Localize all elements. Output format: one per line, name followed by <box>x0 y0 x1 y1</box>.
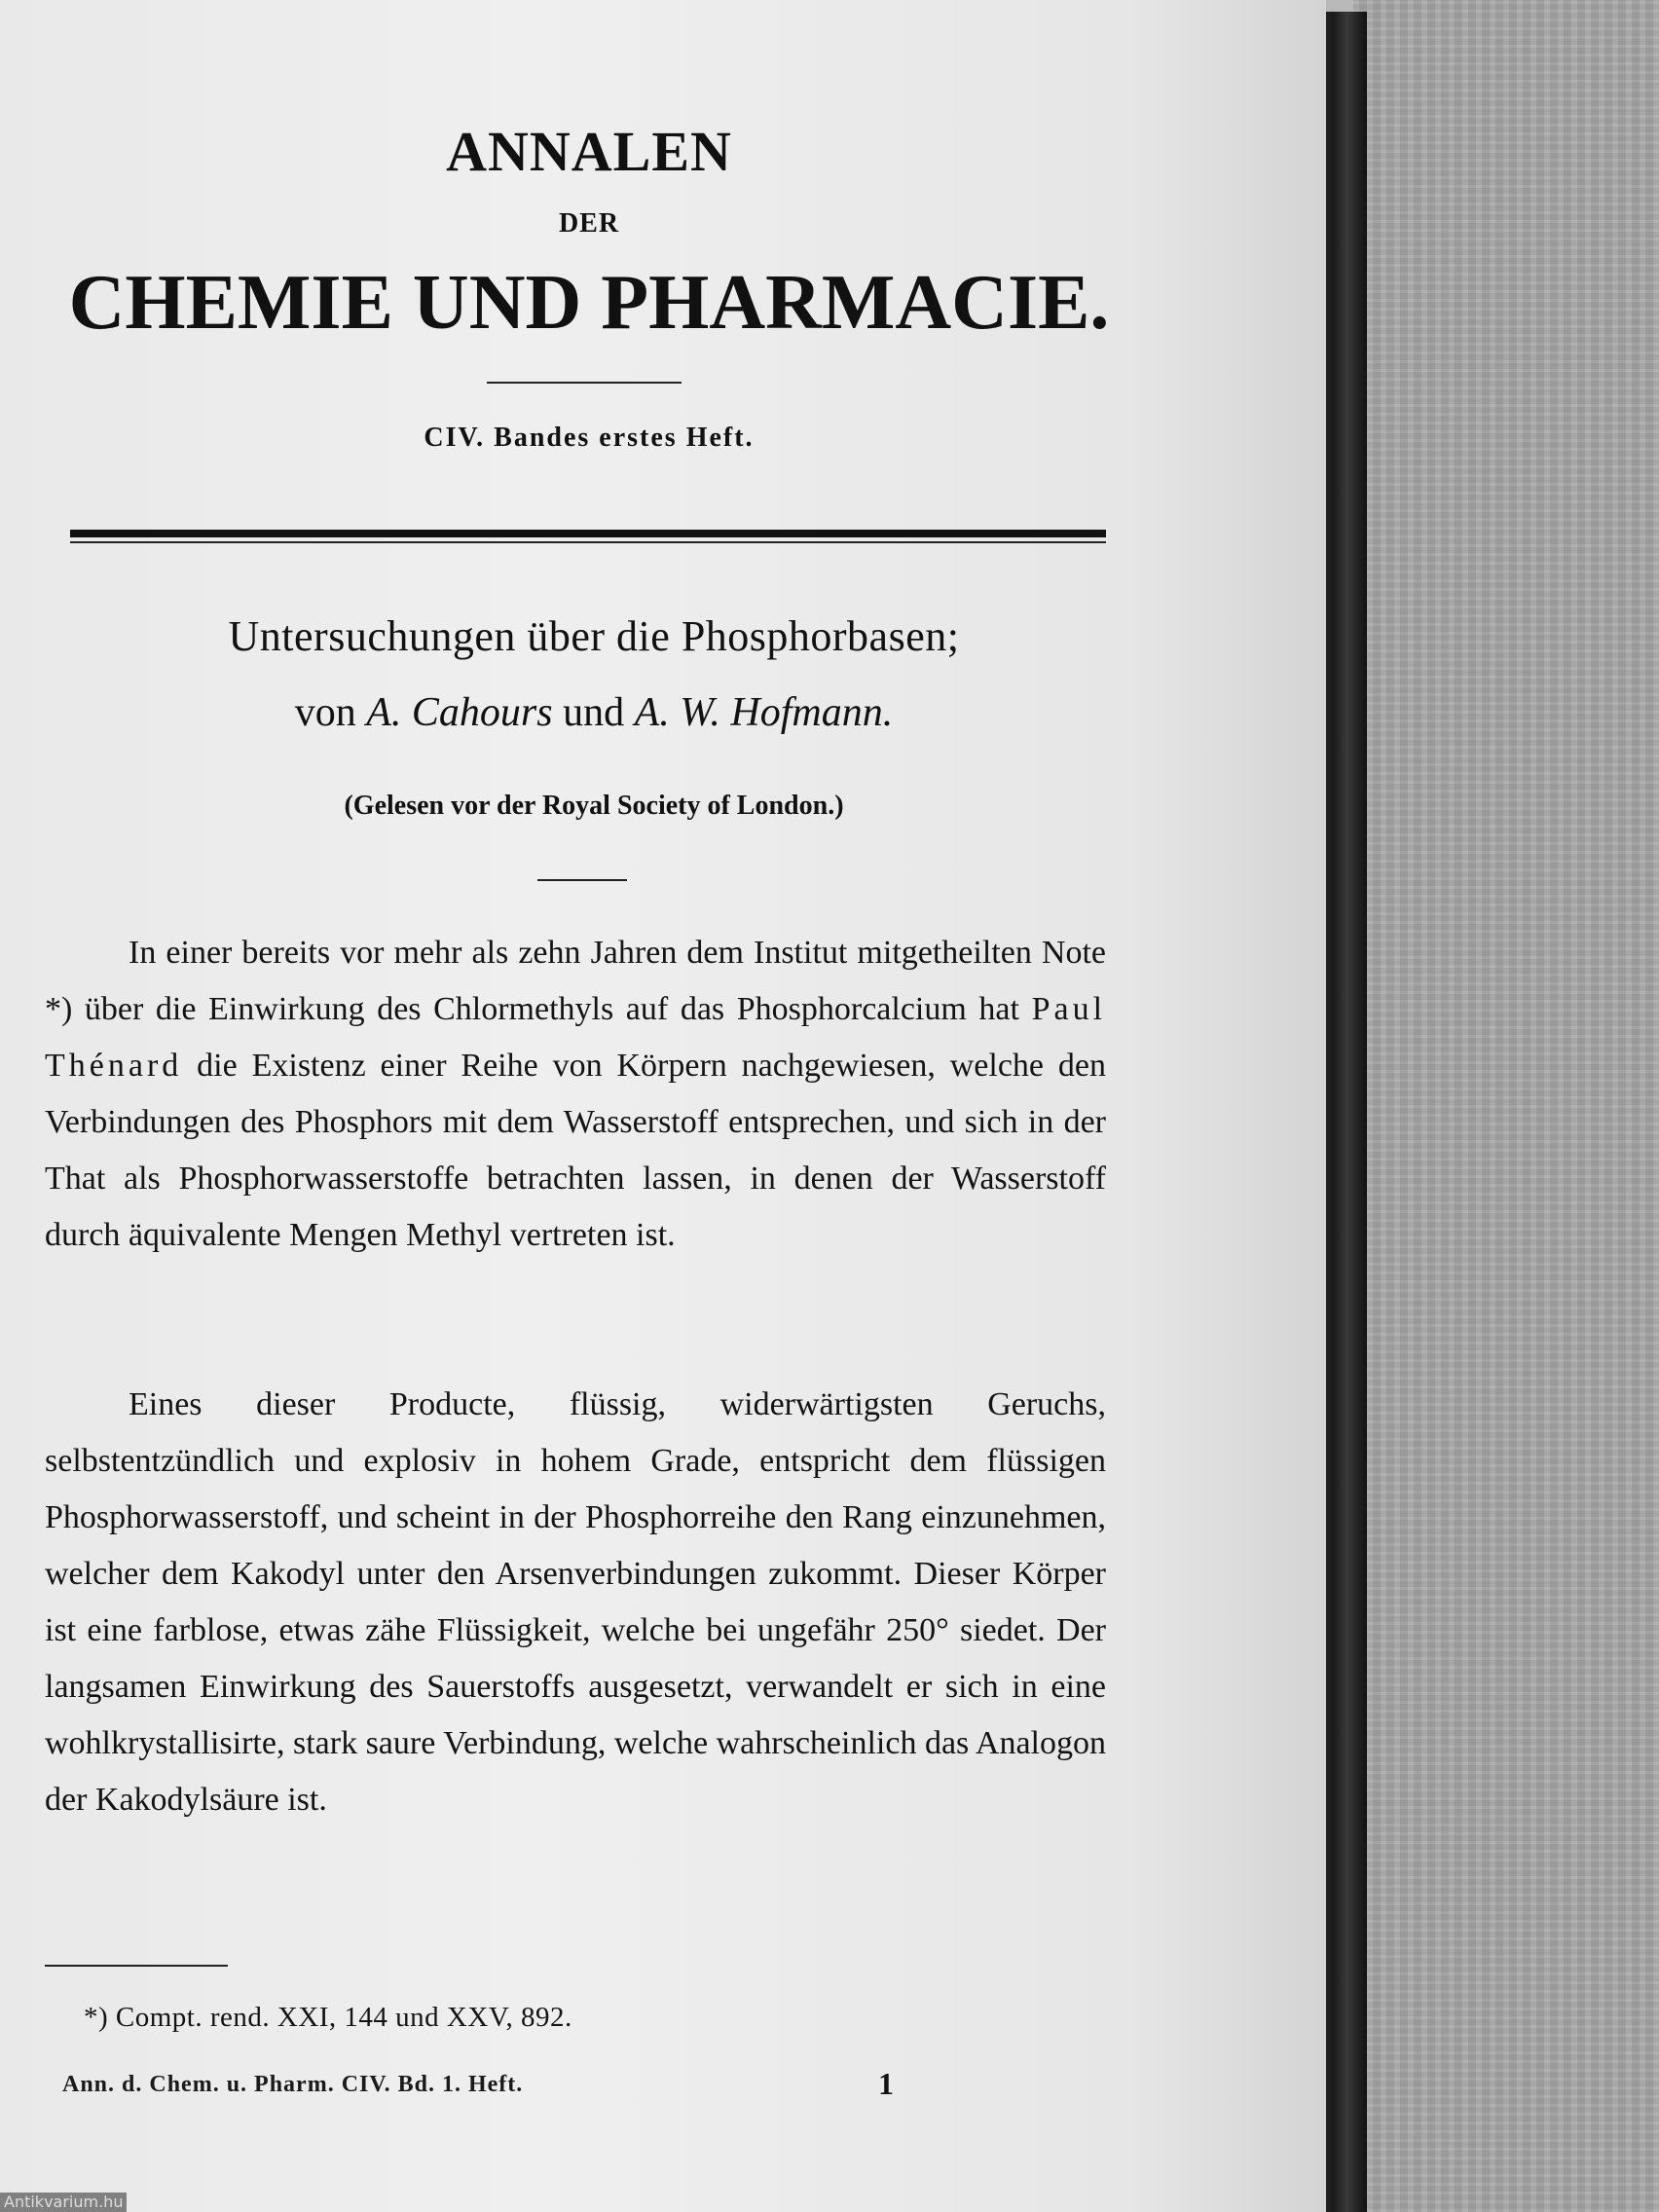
journal-title-der: DER <box>558 208 620 239</box>
author-2: A. W. Hofmann. <box>634 690 894 735</box>
article-title: Untersuchungen über die Phosphorbasen; <box>228 612 960 660</box>
thick-rule <box>70 530 1106 537</box>
footnote-divider <box>45 1965 228 1967</box>
journal-title-chemie: CHEMIE UND PHARMACIE. <box>68 260 1110 346</box>
watermark-logo: Antikvarium.hu <box>0 2193 127 2212</box>
body-paragraph-2 <box>45 1377 1106 1828</box>
title-divider <box>537 879 627 881</box>
footnote: *) Compt. rend. XXI, 144 und XXV, 892. <box>84 2002 572 2033</box>
author-name-thenard: Paul Thénard <box>45 991 1107 1084</box>
header-divider <box>487 382 682 384</box>
paragraph-1-part-a: In einer bereits vor mehr als zehn Jahren dem Institut mitgetheilten Note *) über die Einwirkung des Chlormethyls auf das Phosphorcalcium hat <box>45 935 1106 1027</box>
paragraph-2-text: Eines dieser Producte, flüssig, widerwärtigsten Geruchs, selbstentzündlich und explosiv in hohem Grade, entspricht dem flüssigen Phosphorwasserstoff, und scheint in der Phosphorreihe den Rang einzunehmen, welcher dem Kakodyl unter den Arsenverbindungen zukommt. Dieser Körper ist eine farblose, etwas zähe Flüssigkeit, welche bei ungefähr 250° siedet. Der langsamen Einwirkung des Sauerstoffs ausgesetzt, verwandelt er sich in eine wohlkrystallisirte, stark saure Verbindung, welche wahrscheinlich das Analogon der Kakodylsäure ist. <box>45 1386 1106 1818</box>
journal-title-annalen: ANNALEN <box>446 120 732 183</box>
body-paragraph-1 <box>45 925 1106 1264</box>
thin-rule <box>70 541 1106 543</box>
paragraph-1-part-b: die Existenz einer Reihe von Körpern nachgewiesen, welche den Verbindungen des Phosphors mit dem Wasserstoff entsprechen, und sich in der That als Phosphorwasserstoffe betrachten lassen, in denen der Wasserstoff durch äquivalente Mengen Methyl vertreten ist. <box>45 1048 1106 1253</box>
issue-line: CIV. Bandes erstes Heft. <box>424 423 755 453</box>
background-surface <box>1353 0 1659 2212</box>
authors-prefix: von <box>294 690 356 735</box>
article-authors <box>117 689 1071 736</box>
author-1: A. Cahours <box>366 690 553 735</box>
page-number: 1 <box>878 2066 894 2101</box>
article-note: (Gelesen vor der Royal Society of London.) <box>344 791 844 821</box>
authors-joiner: und <box>563 690 625 735</box>
running-footer: Ann. d. Chem. u. Pharm. CIV. Bd. 1. Heft. <box>62 2072 524 2097</box>
